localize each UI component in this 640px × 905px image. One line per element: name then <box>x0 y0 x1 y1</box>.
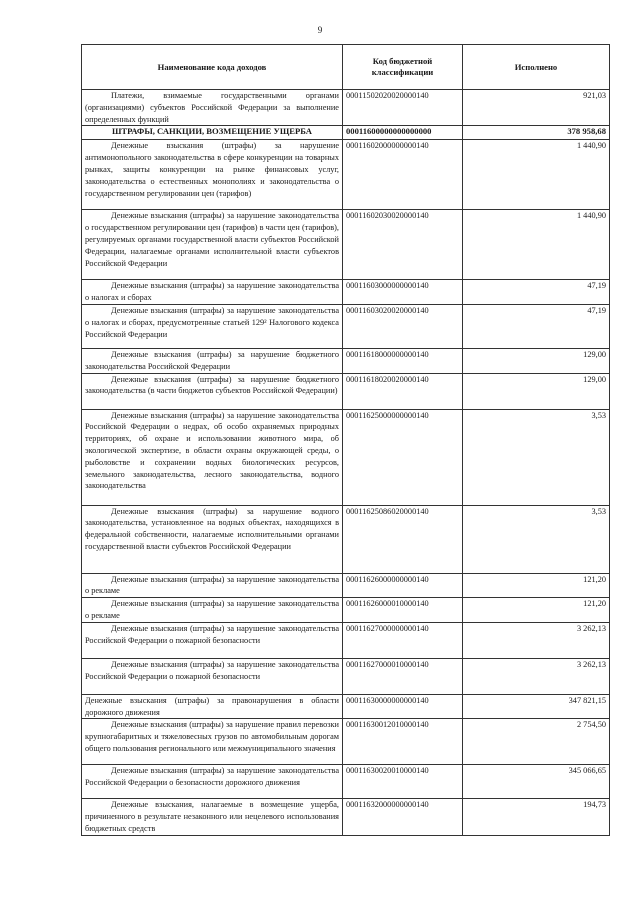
table-row <box>82 140 610 210</box>
row-amount: 3 262,13 <box>463 658 610 694</box>
row-name: Денежные взыскания (штрафы) за нарушение законодательства о рекламе <box>82 598 343 623</box>
row-name: Денежные взыскания (штрафы) за нарушение правил перевозки крупногабаритных и тяжеловесных грузов по автомобильным дорогам общего пользования регионального или межмуниципального значения <box>82 719 343 765</box>
row-amount: 2 754,50 <box>463 719 610 765</box>
row-code: 00011630012010000140 <box>343 719 463 765</box>
row-code: 00011602030020000140 <box>343 210 463 280</box>
row-amount: 121,20 <box>463 573 610 598</box>
table-row <box>82 90 610 126</box>
row-name: Денежные взыскания (штрафы) за правонарушения в области дорожного движения <box>82 694 343 719</box>
row-amount: 378 958,68 <box>463 126 610 140</box>
row-amount: 1 440,90 <box>463 140 610 210</box>
row-code: 00011618020020000140 <box>343 373 463 409</box>
row-amount: 347 821,15 <box>463 694 610 719</box>
row-name: ШТРАФЫ, САНКЦИИ, ВОЗМЕЩЕНИЕ УЩЕРБА <box>82 126 343 140</box>
header-code: Код бюджетной классификации <box>343 45 463 90</box>
header-name: Наименование кода доходов <box>82 45 343 90</box>
row-code: 00011618000000000140 <box>343 348 463 373</box>
table-row <box>82 126 610 140</box>
row-amount: 47,19 <box>463 280 610 305</box>
table-row <box>82 304 610 348</box>
row-amount: 345 066,65 <box>463 765 610 799</box>
row-name: Денежные взыскания (штрафы) за нарушение законодательства Российской Федерации о пожарной безопасности <box>82 658 343 694</box>
row-name: Денежные взыскания (штрафы) за нарушение законодательства о налогах и сборах <box>82 280 343 305</box>
row-amount: 921,03 <box>463 90 610 126</box>
table-row <box>82 658 610 694</box>
row-name: Денежные взыскания, налагаемые в возмещение ущерба, причиненного в результате незаконного или нецелевого использования бюджетных средств <box>82 799 343 835</box>
row-name: Денежные взыскания (штрафы) за нарушение законодательства о налогах и сборах, предусмотренные статьей 129² Налогового кодекса Российской Федерации <box>82 304 343 348</box>
row-code: 00011600000000000000 <box>343 126 463 140</box>
row-code: 00011603000000000140 <box>343 280 463 305</box>
table-row <box>82 210 610 280</box>
table-row <box>82 348 610 373</box>
revenue-table <box>81 44 610 836</box>
row-code: 00011630000000000140 <box>343 694 463 719</box>
row-name: Денежные взыскания (штрафы) за нарушение законодательства Российской Федерации о недрах, об особо охраняемых природных территориях, об охране и использовании животного мира, об экологической экспертизе, в области охраны окружающей среды, о рыболовстве и сохранении водных биологических ресурсов, земельного законодательства, лесного законодательства, водного законодательства <box>82 409 343 505</box>
table-row <box>82 622 610 658</box>
row-name: Денежные взыскания (штрафы) за нарушение бюджетного законодательства (в части бюджетов субъектов Российской Федерации) <box>82 373 343 409</box>
table-row <box>82 719 610 765</box>
table-row <box>82 598 610 623</box>
row-amount: 194,73 <box>463 799 610 835</box>
row-amount: 3,53 <box>463 409 610 505</box>
row-amount: 129,00 <box>463 348 610 373</box>
table-row <box>82 765 610 799</box>
table-row <box>82 505 610 573</box>
table-row <box>82 373 610 409</box>
row-name: Платежи, взимаемые государственными органами (организациями) субъектов Российской Федерации за выполнение определенных функций <box>82 90 343 126</box>
row-amount: 1 440,90 <box>463 210 610 280</box>
table-row <box>82 573 610 598</box>
row-code: 00011625000000000140 <box>343 409 463 505</box>
row-amount: 47,19 <box>463 304 610 348</box>
row-name: Денежные взыскания (штрафы) за нарушение законодательства Российской Федерации о пожарной безопасности <box>82 622 343 658</box>
row-name: Денежные взыскания (штрафы) за нарушение законодательства Российской Федерации о безопасности дорожного движения <box>82 765 343 799</box>
row-name: Денежные взыскания (штрафы) за нарушение антимонопольного законодательства в сфере конкуренции на товарных рынках, защиты конкуренции на рынке финансовых услуг, законодательства о естественных монополиях и законодательства о государственном регулировании цен (тарифов) <box>82 140 343 210</box>
row-name: Денежные взыскания (штрафы) за нарушение водного законодательства, установленное на водных объектах, находящихся в федеральной собственности, налагаемые исполнительными органами государственной власти субъектов Российской Федерации <box>82 505 343 573</box>
row-code: 00011626000010000140 <box>343 598 463 623</box>
row-code: 00011625086020000140 <box>343 505 463 573</box>
row-code: 00011627000010000140 <box>343 658 463 694</box>
table-row <box>82 409 610 505</box>
row-code: 00011603020020000140 <box>343 304 463 348</box>
row-amount: 129,00 <box>463 373 610 409</box>
table-row <box>82 694 610 719</box>
row-amount: 3 262,13 <box>463 622 610 658</box>
row-amount: 3,53 <box>463 505 610 573</box>
table-row <box>82 799 610 835</box>
row-code: 00011602000000000140 <box>343 140 463 210</box>
table-row <box>82 280 610 305</box>
table-header-row <box>82 45 610 90</box>
row-code: 00011627000000000140 <box>343 622 463 658</box>
row-code: 00011502020020000140 <box>343 90 463 126</box>
row-code: 00011632000000000140 <box>343 799 463 835</box>
row-name: Денежные взыскания (штрафы) за нарушение бюджетного законодательства Российской Федерации <box>82 348 343 373</box>
row-code: 00011626000000000140 <box>343 573 463 598</box>
row-name: Денежные взыскания (штрафы) за нарушение законодательства о рекламе <box>82 573 343 598</box>
page-number: 9 <box>317 25 323 35</box>
row-name: Денежные взыскания (штрафы) за нарушение законодательства о государственном регулировании цен (тарифов) в части цен (тарифов), регулируемых органами государственной власти субъектов Российской Федерации, налагаемые органами исполнительной власти субъектов Российской Федерации <box>82 210 343 280</box>
header-exec: Исполнено <box>463 45 610 90</box>
row-amount: 121,20 <box>463 598 610 623</box>
row-code: 00011630020010000140 <box>343 765 463 799</box>
